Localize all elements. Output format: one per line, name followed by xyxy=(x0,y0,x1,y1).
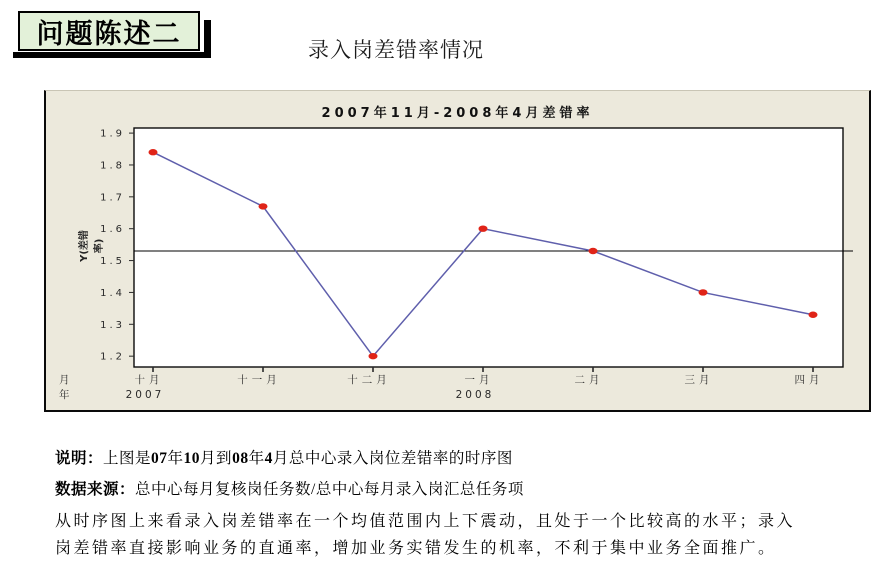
y-tick-label: 1.8 xyxy=(100,160,125,172)
y-tick-label: 1.6 xyxy=(100,224,125,236)
note-text: 上图是 xyxy=(103,450,152,467)
timeseries-plot xyxy=(46,91,869,408)
y-tick-label: 1.2 xyxy=(100,351,125,363)
note-label: 说明： xyxy=(55,450,104,467)
x-tick-label: 三月 xyxy=(684,374,714,386)
notes-section xyxy=(55,446,855,562)
note-label: 4 xyxy=(264,450,273,467)
y-tick-label: 1.5 xyxy=(100,256,125,268)
year-marker: 2007 xyxy=(125,389,165,401)
x-tick-label: 十一月 xyxy=(237,374,281,386)
y-axis-title: Y(差错率) xyxy=(79,230,105,262)
note-text: 月总中心录入岗位差错率的时序图 xyxy=(272,450,513,467)
data-point xyxy=(589,248,598,254)
note-text: 年 xyxy=(167,450,184,467)
data-point xyxy=(149,149,158,155)
note-label: 数据来源： xyxy=(55,481,136,498)
y-tick-label: 1.3 xyxy=(100,319,125,331)
note-text: 年 xyxy=(248,450,265,467)
note-label: 07 xyxy=(151,450,168,467)
data-point xyxy=(809,312,818,318)
x-axis-year-prefix: 年 xyxy=(59,389,70,401)
chart-title: 2007年11月-2008年4月差错率 xyxy=(321,106,594,121)
x-tick-label: 四月 xyxy=(794,374,824,386)
y-tick-label: 1.7 xyxy=(100,192,125,204)
data-point xyxy=(259,203,268,209)
note-data-source xyxy=(55,477,855,499)
x-tick-label: 十二月 xyxy=(347,374,391,386)
x-tick-label: 十月 xyxy=(134,374,164,386)
note-analysis-paragraph: 从时序图上来看录入岗差错率在一个均值范围内上下震动，且处于一个比较高的水平；录入岗差错率直接影响业务的直通率，增加业务实错发生的机率，不利于集中业务全面推广。 xyxy=(55,513,796,557)
x-tick-label: 二月 xyxy=(574,374,604,386)
y-tick-label: 1.9 xyxy=(100,128,125,140)
page-title: 问题陈述二 xyxy=(18,11,200,51)
timeseries-chart xyxy=(44,90,871,412)
title-box-shadow-bottom xyxy=(13,52,211,58)
note-text: 总中心每月复核岗任务数/总中心每月录入岗汇总任务项 xyxy=(135,481,524,498)
note-label: 08 xyxy=(232,450,249,467)
note-text: 月到 xyxy=(200,450,233,467)
data-point xyxy=(369,353,378,359)
x-axis-month-prefix: 月 xyxy=(59,374,70,386)
year-marker: 2008 xyxy=(455,389,495,401)
data-point xyxy=(699,289,708,295)
chart-subtitle: 录入岗差错率情况 xyxy=(308,38,484,62)
note-label: 10 xyxy=(183,450,201,467)
x-tick-label: 一月 xyxy=(464,374,494,386)
data-point xyxy=(479,225,488,231)
plot-area xyxy=(134,128,843,367)
note-description xyxy=(55,446,855,468)
y-tick-label: 1.4 xyxy=(100,287,125,299)
